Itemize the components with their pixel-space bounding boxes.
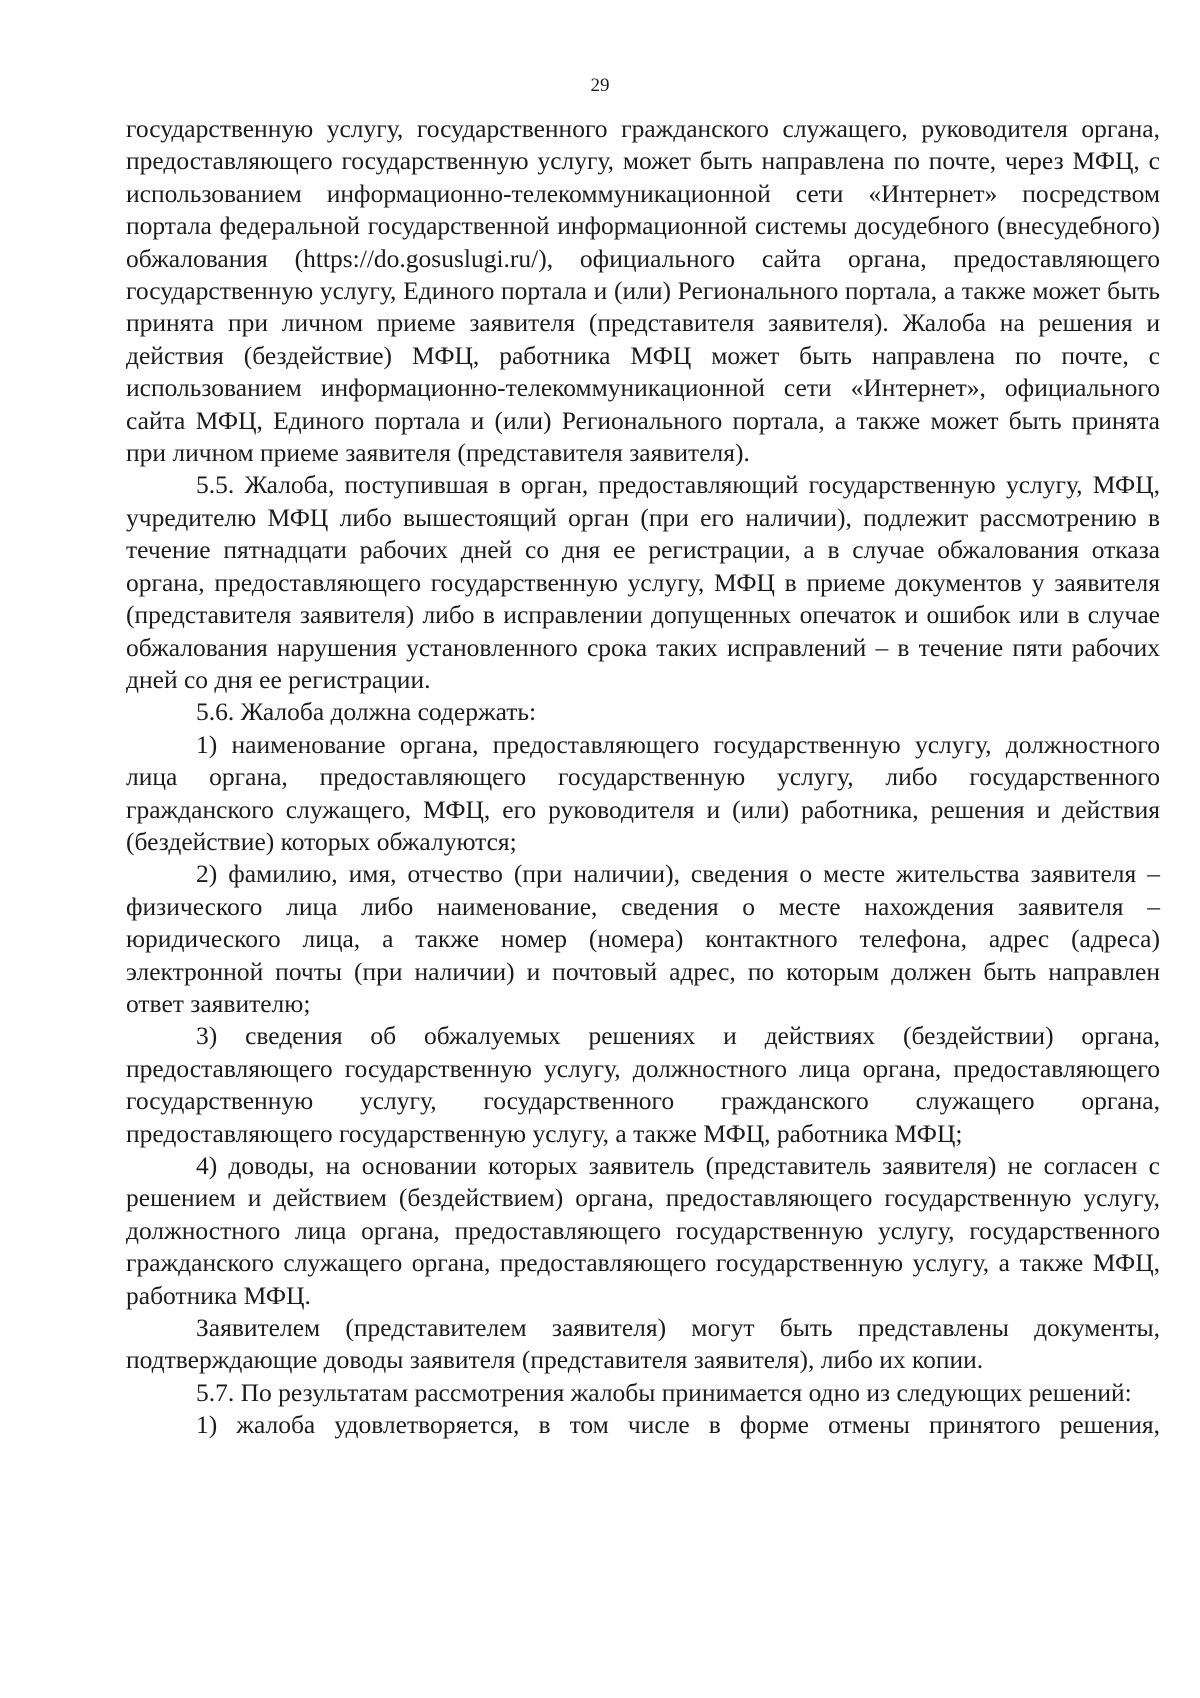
paragraph-supporting-documents: Заявителем (представителем заявителя) могут быть представлены документы, подтверждающие доводы заявителя (представителя заявителя), либо их копии. xyxy=(126,1313,1160,1375)
paragraph-5-7: 5.7. По результатам рассмотрения жалобы принимается одно из следующих решений: xyxy=(196,1377,1132,1407)
document-body xyxy=(126,113,1160,1442)
paragraph-5-6-item-4: 4) доводы, на основании которых заявитель (представитель заявителя) не согласен с решением и действием (бездействием) органа, предоставляющего государственную услугу, должностного лица органа, предоставляющего государственную услугу, государственного гражданского служащего органа, предоставляющего государственную услугу, а также МФЦ, работника МФЦ. xyxy=(126,1151,1160,1310)
paragraph-5-6-item-2: 2) фамилию, имя, отчество (при наличии), сведения о месте жительства заявителя – физического лица либо наименование, сведения о месте нахождения заявителя – юридического лица, а также номер (номера) контактного телефона, адрес (адреса) электронной почты (при наличии) и почтовый адрес, по которым должен быть направлен ответ заявителю; xyxy=(126,859,1160,1018)
paragraph-complaint-channels: государственную услугу, государственного гражданского служащего, руководителя органа, предоставляющего государственную услугу, может быть направлена по почте, через МФЦ, с использованием информационно-телекоммуникационной сети «Интернет» посредством портала федеральной государственной информационной системы досудебного (внесудебного) обжалования (https://do.gosuslugi.ru/), официального сайта органа, предоставляющего государственную услугу, Единого портала и (или) Регионального портала, а также может быть принята при личном приеме заявителя (представителя заявителя). Жалоба на решения и действия (бездействие) МФЦ, работника МФЦ может быть направлена по почте, с использованием информационно-телекоммуникационной сети «Интернет», официального сайта МФЦ, Единого портала и (или) Регионального портала, а также может быть принята при личном приеме заявителя (представителя заявителя). xyxy=(126,114,1160,468)
paragraph-5-7-item-1: 1) жалоба удовлетворяется, в том числе в форме отмены принятого решения, xyxy=(196,1410,1160,1440)
paragraph-5-6: 5.6. Жалоба должна содержать: xyxy=(196,697,537,727)
paragraph-5-5: 5.5. Жалоба, поступившая в орган, предоставляющий государственную услугу, МФЦ, учредителю МФЦ либо вышестоящий орган (при его наличии), подлежит рассмотрению в течение пятнадцати рабочих дней со дня ее регистрации, а в случае обжалования отказа органа, предоставляющего государственную услугу, МФЦ в приеме документов у заявителя (представителя заявителя) либо в исправлении допущенных опечаток и ошибок или в случае обжалования нарушения установленного срока таких исправлений – в течение пяти рабочих дней со дня ее регистрации. xyxy=(126,470,1160,694)
paragraph-5-6-item-1: 1) наименование органа, предоставляющего государственную услугу, должностного лица органа, предоставляющего государственную услугу, либо государственного гражданского служащего, МФЦ, его руководителя и (или) работника, решения и действия (бездействие) которых обжалуются; xyxy=(126,729,1160,856)
paragraph-5-6-item-3: 3) сведения об обжалуемых решениях и действиях (бездействии) органа, предоставляющего государственную услугу, должностного лица органа, предоставляющего государственную услугу, государственного гражданского служащего органа, предоставляющего государственную услугу, а также МФЦ, работника МФЦ; xyxy=(126,1021,1160,1148)
page-number: 29 xyxy=(590,75,610,96)
